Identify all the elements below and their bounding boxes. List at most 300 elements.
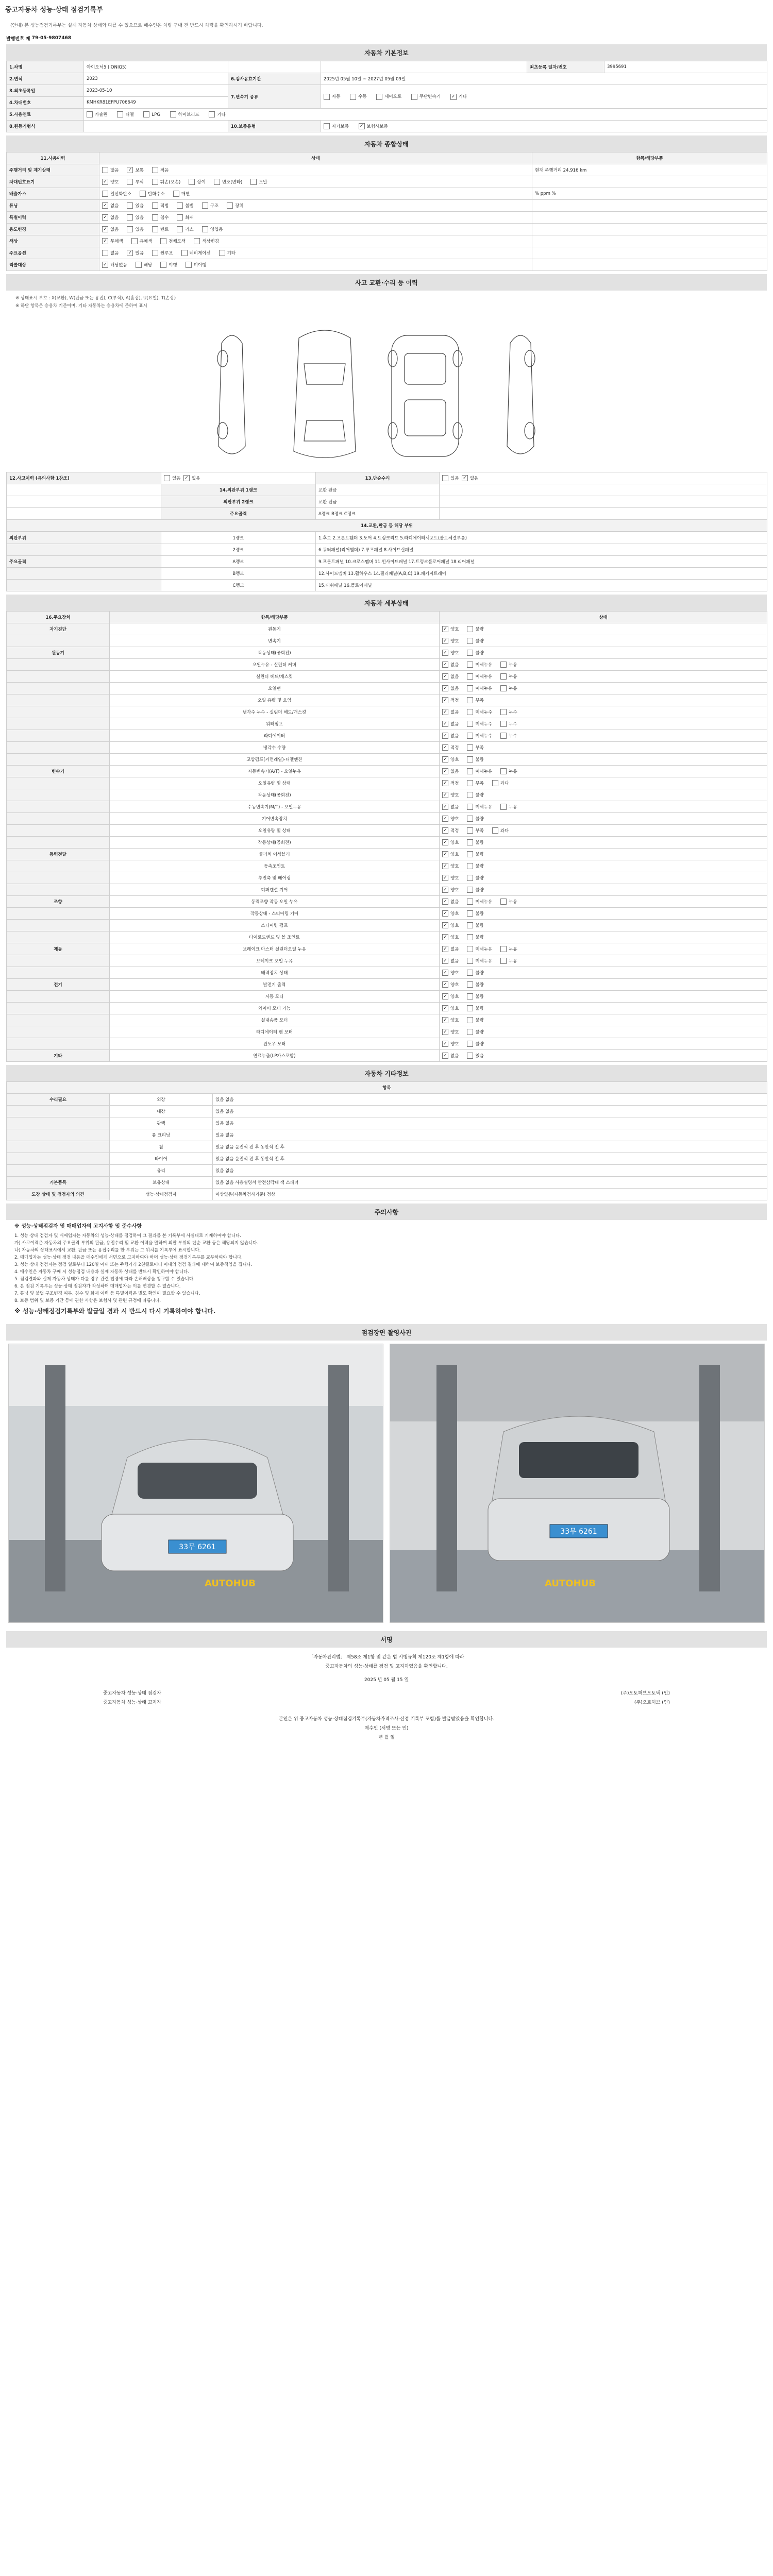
option-label: 없음 (110, 215, 119, 221)
option (127, 168, 143, 173)
option (102, 251, 119, 256)
checkbox-checked[interactable] (102, 226, 108, 232)
row-status (440, 777, 767, 789)
table-row: 오일유량 및 상태 ✓ 적정 부족 과다 (7, 777, 767, 789)
checkbox[interactable] (181, 250, 188, 256)
row-status (440, 943, 767, 955)
checkbox[interactable] (102, 250, 108, 256)
checkbox-checked[interactable] (442, 1053, 448, 1059)
option (186, 263, 207, 268)
table-header: 항목 (7, 1082, 767, 1094)
checkbox-checked[interactable] (102, 179, 108, 185)
fuel-options: 가솔린 디젤 LPG 하이브리드 기타 (84, 109, 767, 121)
option-label: 불량 (475, 970, 484, 976)
option-label: 상이 (197, 179, 206, 185)
option-label: 누유 (509, 662, 517, 668)
checkbox[interactable] (177, 202, 183, 209)
checkbox[interactable] (411, 94, 417, 100)
option-label: 일산화탄소 (110, 191, 132, 197)
checkbox-checked[interactable] (442, 946, 448, 952)
option-label: 불량 (475, 792, 484, 798)
option (467, 994, 483, 999)
checkbox[interactable] (127, 226, 133, 232)
option (500, 947, 517, 952)
option-label: 적정 (450, 828, 459, 834)
table-row: 2랭크 6.쿼터패널(리어휀더) 7.루프패널 8.사이드실패널 (7, 544, 767, 556)
option (152, 227, 169, 232)
checkbox[interactable] (194, 238, 200, 244)
row-status (440, 623, 767, 635)
section-summary: 자동차 종합상태 (6, 135, 767, 152)
checkbox[interactable] (467, 768, 473, 774)
checkbox[interactable] (467, 899, 473, 905)
checkbox[interactable] (467, 721, 473, 727)
checkbox-checked[interactable] (442, 1029, 448, 1035)
option-label: 미이행 (193, 262, 207, 268)
checkbox[interactable] (500, 958, 507, 964)
checkbox-checked[interactable] (442, 685, 448, 691)
option-label: 없음 (110, 227, 119, 232)
option-label: 불법 (185, 203, 194, 209)
option-label: 장치 (235, 203, 244, 209)
table-row: 5.사용연료 가솔린 디젤 LPG 하이브리드 기타 (7, 109, 767, 121)
checkbox[interactable] (152, 226, 158, 232)
option (442, 686, 459, 691)
option (442, 639, 459, 644)
checkbox[interactable] (152, 202, 158, 209)
table-row (7, 212, 767, 224)
checkbox-checked[interactable] (442, 981, 448, 988)
checkbox-checked[interactable] (102, 202, 108, 209)
option (442, 971, 459, 976)
table-row: 오일팬 ✓ 없음 미세누유 누유 (7, 683, 767, 694)
option (467, 757, 483, 762)
checkbox[interactable] (467, 744, 473, 751)
option (202, 227, 223, 232)
row-options (99, 212, 532, 224)
option-label: 불량 (475, 626, 484, 632)
checkbox-checked[interactable] (442, 816, 448, 822)
checkbox[interactable] (467, 839, 473, 845)
checkbox[interactable] (467, 993, 473, 999)
row-options (99, 247, 532, 259)
option-label: 보통 (135, 167, 144, 173)
checkbox[interactable] (131, 238, 138, 244)
option (442, 793, 459, 798)
option-label: 구조 (210, 203, 219, 209)
option-label: 양호 (450, 911, 459, 917)
checkbox[interactable] (467, 827, 473, 834)
checkbox[interactable] (500, 709, 507, 715)
option-label: 네비게이션 (189, 250, 211, 256)
option (442, 722, 459, 727)
option (177, 227, 193, 232)
checkbox[interactable] (102, 191, 108, 197)
option-label: 탄화수소 (148, 191, 165, 197)
checkbox[interactable] (152, 167, 158, 173)
row-status (440, 837, 767, 849)
row-label: 용도변경 (7, 224, 99, 235)
checkbox-checked[interactable] (442, 899, 448, 905)
checkbox[interactable] (500, 804, 507, 810)
table-row: 시동 모터 ✓ 양호 불량 (7, 991, 767, 1003)
option-label: 미세누유 (475, 769, 493, 774)
checkbox-checked[interactable] (442, 756, 448, 762)
checkbox[interactable] (136, 262, 142, 268)
vehicle-diagram (0, 317, 773, 472)
checkbox[interactable] (467, 626, 473, 632)
checkbox[interactable] (467, 733, 473, 739)
row-status (440, 671, 767, 683)
checkbox-checked[interactable] (442, 733, 448, 739)
option (442, 769, 459, 774)
checkbox-checked[interactable] (442, 721, 448, 727)
option-label: 양호 (450, 875, 459, 881)
option-label: 양호 (450, 792, 459, 798)
option-label: 있음 (135, 215, 144, 221)
cert-number: 79-05-9807468 (31, 36, 72, 41)
checkbox-checked[interactable] (442, 875, 448, 881)
option-label: 미세누수 (475, 733, 493, 739)
option (467, 911, 483, 917)
option-label: 양호 (450, 840, 459, 845)
option-label: 없음 (450, 733, 459, 739)
section-signature: 서명 (6, 1631, 767, 1648)
option (102, 227, 119, 232)
checkbox[interactable] (467, 673, 473, 680)
checkbox[interactable] (177, 214, 183, 221)
option (467, 639, 483, 644)
checkbox[interactable] (202, 202, 208, 209)
checkbox-checked[interactable] (442, 970, 448, 976)
option (442, 674, 459, 680)
checkbox-checked[interactable] (127, 167, 133, 173)
table-row: 오일누유 - 실린더 커버 ✓ 없음 미세누유 누유 (7, 659, 767, 671)
option (442, 745, 459, 751)
option (102, 192, 131, 197)
option-label: 양호 (450, 923, 459, 928)
checkbox[interactable] (492, 780, 498, 786)
table-row: 고압펌프(커먼레일)-디젤엔진 ✓ 양호 불량 (7, 754, 767, 766)
checkbox-checked[interactable] (442, 792, 448, 798)
table-row: 등속조인트 ✓ 양호 불량 (7, 860, 767, 872)
checkbox-checked[interactable] (450, 94, 457, 100)
option (500, 686, 517, 691)
checkbox[interactable] (467, 638, 473, 644)
rear-photo (390, 1344, 765, 1623)
row-options (99, 188, 532, 200)
option-label: 무채색 (110, 239, 123, 244)
checkbox-checked[interactable] (442, 1017, 448, 1023)
checkbox[interactable] (467, 1041, 473, 1047)
option (152, 251, 173, 256)
option (136, 263, 152, 268)
option-label: 침수 (160, 215, 169, 221)
option-label: 적정 (450, 698, 459, 703)
row-status (440, 635, 767, 647)
option (467, 1030, 483, 1035)
option-label: 있음 (135, 227, 144, 232)
option-label: 불량 (475, 1018, 484, 1023)
checkbox-checked[interactable] (442, 709, 448, 715)
table-row: 변속기 ✓ 양호 불량 (7, 635, 767, 647)
checkbox[interactable] (467, 1017, 473, 1023)
svg-text:33무 6261: 33무 6261 (179, 1543, 216, 1551)
checkbox-checked[interactable] (442, 827, 448, 834)
checkbox-checked[interactable] (442, 650, 448, 656)
option (467, 627, 483, 632)
checkbox[interactable] (467, 946, 473, 952)
checkbox[interactable] (500, 946, 507, 952)
checkbox-checked[interactable] (442, 697, 448, 703)
checkbox-checked[interactable] (442, 1005, 448, 1011)
checkbox[interactable] (467, 792, 473, 798)
checkbox[interactable] (467, 685, 473, 691)
option-label: 양호 (450, 994, 459, 999)
detail-table (6, 611, 767, 1062)
checkbox-checked[interactable] (442, 768, 448, 774)
option-label: 양호 (450, 970, 459, 976)
option (160, 239, 186, 244)
option (467, 947, 492, 952)
checkbox[interactable] (467, 804, 473, 810)
option (202, 204, 219, 209)
checkbox[interactable] (214, 179, 220, 185)
row-status (440, 694, 767, 706)
checkbox[interactable] (467, 922, 473, 928)
checkbox-checked[interactable] (442, 958, 448, 964)
checkbox[interactable] (189, 179, 195, 185)
table-row: 기타 연료누출(LP가스포함) ✓ 없음 있음 (7, 1050, 767, 1062)
row-status (440, 1014, 767, 1026)
checkbox[interactable] (173, 191, 179, 197)
table-row: 변속기 자동변속기(A/T) - 오일누유 ✓ 없음 미세누유 누유 (7, 766, 767, 777)
row-label: 특별이력 (7, 212, 99, 224)
option (500, 900, 517, 905)
checkbox[interactable] (186, 262, 192, 268)
row-status (440, 920, 767, 931)
checkbox[interactable] (467, 697, 473, 703)
option (467, 888, 483, 893)
option-label: 없음 (450, 958, 459, 964)
option (442, 1042, 459, 1047)
checkbox[interactable] (467, 981, 473, 988)
row-options (99, 235, 532, 247)
checkbox[interactable] (467, 887, 473, 893)
row-status (440, 647, 767, 659)
option-label: 없음 (450, 1053, 459, 1059)
checkbox-checked[interactable] (102, 238, 108, 244)
row-status (440, 991, 767, 1003)
checkbox[interactable] (467, 816, 473, 822)
checkbox-checked[interactable] (442, 744, 448, 751)
option (467, 734, 492, 739)
option (500, 722, 517, 727)
checkbox[interactable] (467, 709, 473, 715)
checkbox[interactable] (152, 250, 158, 256)
row-status (440, 955, 767, 967)
checkbox[interactable] (152, 179, 158, 185)
option-label: 불량 (475, 1029, 484, 1035)
row-status (440, 979, 767, 991)
checkbox[interactable] (227, 202, 233, 209)
option (442, 959, 459, 964)
option (467, 663, 492, 668)
checkbox-checked[interactable] (442, 887, 448, 893)
checkbox[interactable] (467, 650, 473, 656)
option-label: 불량 (475, 923, 484, 928)
table-row: 작동상태(공회전) ✓ 양호 불량 (7, 789, 767, 801)
row-status (440, 813, 767, 825)
checkbox-checked[interactable] (442, 934, 448, 940)
option (467, 793, 483, 798)
row-label: 주요옵션 (7, 247, 99, 259)
option-label: 있음 (475, 1053, 484, 1059)
note-line: 4. 매수인은 자동차 구매 시 성능점검 내용과 실제 자동차 상태를 반드시 확인하여야 합니다. (14, 1269, 189, 1275)
option (442, 888, 459, 893)
option-label: 불량 (475, 852, 484, 857)
option (467, 722, 492, 727)
checkbox[interactable] (500, 673, 507, 680)
option (127, 180, 143, 185)
checkbox-checked[interactable] (442, 863, 448, 869)
option (467, 900, 492, 905)
option (467, 971, 483, 976)
checkbox[interactable] (467, 1005, 473, 1011)
row-note (532, 176, 767, 188)
checkbox[interactable] (467, 662, 473, 668)
checkbox[interactable] (500, 721, 507, 727)
row-status (440, 931, 767, 943)
row-status (440, 706, 767, 718)
option (173, 192, 190, 197)
option (467, 959, 492, 964)
checkbox-checked[interactable] (442, 922, 448, 928)
table-row: 전기 발전기 출력 ✓ 양호 불량 (7, 979, 767, 991)
option (442, 876, 459, 881)
row-status (440, 754, 767, 766)
table-row: 8.원동기형식 10.보증유형 자가보증 ✓ 보험사보증 (7, 121, 767, 132)
checkbox[interactable] (467, 958, 473, 964)
checkbox[interactable] (376, 94, 382, 100)
checkbox[interactable] (467, 875, 473, 881)
checkbox[interactable] (127, 179, 133, 185)
checkbox[interactable] (467, 1029, 473, 1035)
option (442, 982, 459, 988)
checkbox[interactable] (350, 94, 356, 100)
checkbox[interactable] (140, 191, 146, 197)
option-label: 불량 (475, 875, 484, 881)
car-outline-icon (201, 323, 572, 467)
option-label: 이행 (169, 262, 177, 268)
table-row (7, 164, 767, 176)
table-row: 오일 유량 및 오염 ✓ 적정 부족 (7, 694, 767, 706)
checkbox-checked[interactable] (442, 993, 448, 999)
checkbox[interactable] (467, 863, 473, 869)
checkbox[interactable] (102, 167, 108, 173)
option-label: 적정 (450, 781, 459, 786)
row-status (440, 860, 767, 872)
checkbox[interactable] (160, 262, 166, 268)
row-label: 주행거리 및 계기상태 (7, 164, 99, 176)
checkbox[interactable] (500, 662, 507, 668)
checkbox[interactable] (467, 851, 473, 857)
checkbox[interactable] (467, 756, 473, 762)
option (442, 947, 459, 952)
checkbox[interactable] (152, 214, 158, 221)
checkbox-checked[interactable] (442, 780, 448, 786)
option (102, 215, 119, 221)
row-status (440, 1003, 767, 1014)
checkbox[interactable] (160, 238, 166, 244)
checkbox-checked[interactable] (442, 839, 448, 845)
checkbox-checked[interactable] (442, 804, 448, 810)
table-row: 12.사고이력 (유의사항 1참조) 있음 ✓ 없음 13.단순수리 있음 ✓ 없음 (7, 472, 767, 484)
checkbox[interactable] (467, 780, 473, 786)
option (467, 876, 483, 881)
checkbox-checked[interactable] (442, 673, 448, 680)
checkbox[interactable] (467, 1053, 473, 1059)
option (140, 192, 165, 197)
inspector-row: 중고자동차 성능·상태 점검자 (주)오토허브오토택 (인) (103, 1691, 670, 1696)
table-row: 실린더 헤드/개스킷 ✓ 없음 미세누유 누유 (7, 671, 767, 683)
option-label: 불량 (475, 863, 484, 869)
row-status (440, 742, 767, 754)
note-line: 가) 사고이력은 자동차의 주요골격 부위의 판금, 용접수리 및 교환 이력을 말하며 외판 부위의 단순 교환 등은 해당되지 않습니다. (14, 1241, 259, 1246)
checkbox-checked[interactable] (102, 262, 108, 268)
checkbox-checked[interactable] (127, 250, 133, 256)
checkbox-checked[interactable] (102, 214, 108, 221)
table-row (7, 200, 767, 212)
checkbox[interactable] (500, 685, 507, 691)
checkbox-checked[interactable] (442, 638, 448, 644)
checkbox[interactable] (467, 970, 473, 976)
checkbox[interactable] (500, 899, 507, 905)
option-label: 해당없음 (110, 262, 127, 268)
checkbox[interactable] (500, 733, 507, 739)
checkbox-checked[interactable] (442, 1041, 448, 1047)
checkbox-checked[interactable] (442, 626, 448, 632)
row-status (440, 683, 767, 694)
checkbox[interactable] (127, 214, 133, 221)
row-note (532, 235, 767, 247)
cert-label: 발행번호 제 (6, 36, 30, 42)
checkbox[interactable] (219, 250, 225, 256)
checkbox[interactable] (324, 94, 330, 100)
option-label: 부족 (475, 828, 484, 834)
checkbox[interactable] (202, 226, 208, 232)
checkbox[interactable] (500, 768, 507, 774)
option-label: 과다 (500, 781, 509, 786)
checkbox-checked[interactable] (442, 662, 448, 668)
row-status (440, 730, 767, 742)
table-row: 기어변속장치 ✓ 양호 불량 (7, 813, 767, 825)
checkbox-checked[interactable] (442, 910, 448, 917)
checkbox[interactable] (467, 934, 473, 940)
option-label: 양호 (450, 852, 459, 857)
option-label: 해당 (143, 262, 153, 268)
table-row: 제동 브레이크 마스터 실린더오일 누유 ✓ 없음 미세누유 누유 (7, 943, 767, 955)
checkbox[interactable] (492, 827, 498, 834)
checkbox[interactable] (250, 179, 257, 185)
option-label: 양호 (450, 1029, 459, 1035)
row-status (440, 896, 767, 908)
row-label: 배출가스 (7, 188, 99, 200)
checkbox[interactable] (127, 202, 133, 209)
checkbox[interactable] (177, 226, 183, 232)
checkbox-checked[interactable] (442, 851, 448, 857)
checkbox[interactable] (467, 910, 473, 917)
